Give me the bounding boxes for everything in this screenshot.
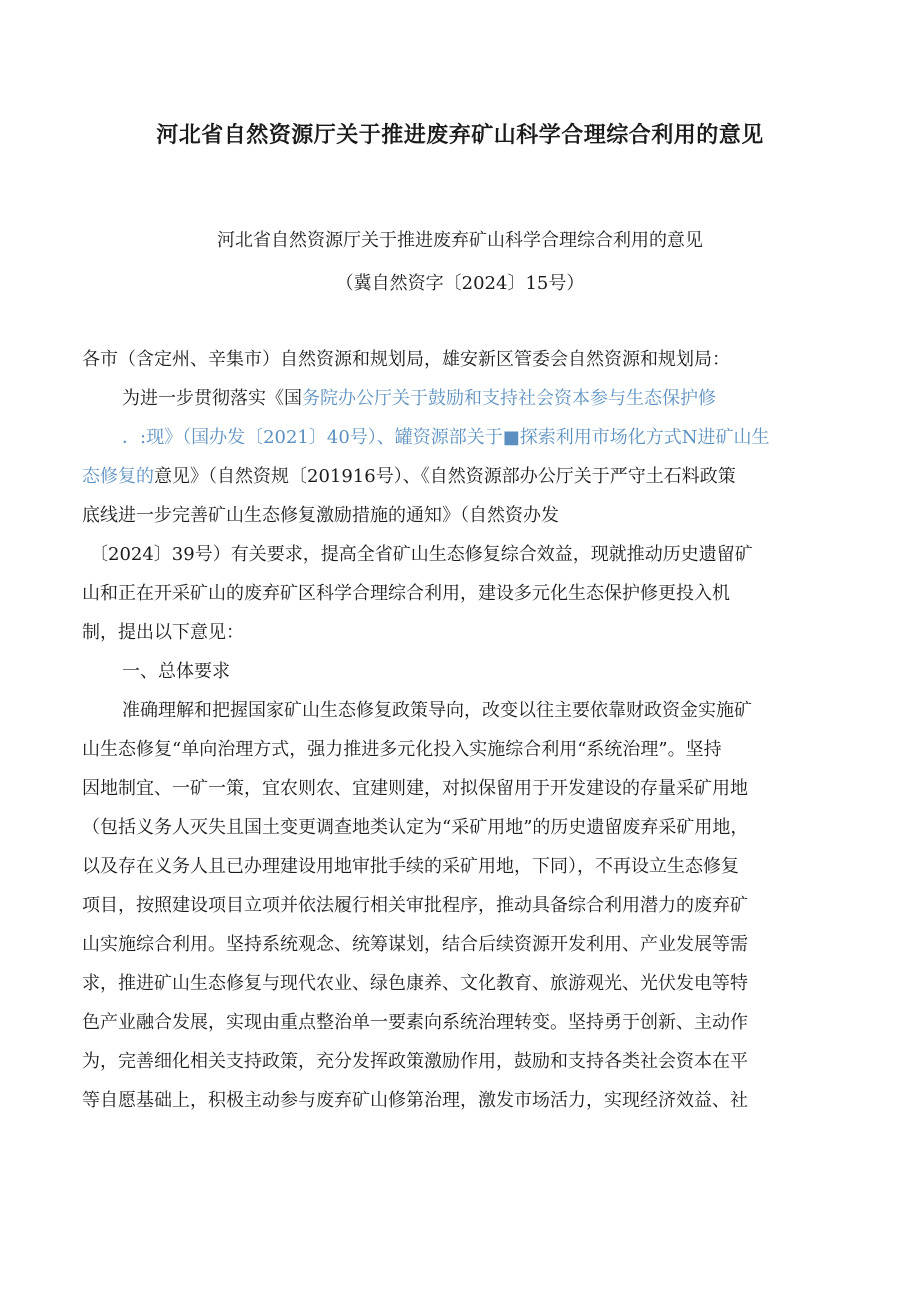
hyperlink-text[interactable]: 态修复的 bbox=[82, 466, 154, 487]
paragraph-line: 底线进一步完善矿山生态修复激励措施的通知》（自然资办发 bbox=[82, 505, 559, 526]
paragraph-line: 山生态修复“单向治理方式，强力推进多元化投入实施综合利用“系统治理”。坚持 bbox=[82, 739, 722, 760]
paragraph-line: 项目，按照建设项目立项并依法履行相关审批程序，推动具备综合利用潜力的废弃矿 bbox=[82, 895, 748, 916]
hyperlink-text[interactable]: ．:现》（国办发〔2021〕40号）、罐资源部关于■探索利用市场化方式N进矿山生 bbox=[122, 427, 770, 448]
section-heading: 一、总体要求 bbox=[122, 661, 230, 682]
paragraph-line: 以及存在义务人且已办理建设用地审批手续的采矿用地，下同），不再设立生态修复 bbox=[82, 856, 739, 877]
paragraph-line bbox=[82, 379, 842, 418]
paragraph-line: 求，推进矿山生态修复与现代农业、绿色康养、文化教育、旅游观光、光伏发电等特 bbox=[82, 973, 748, 994]
addressee-line: 各市（含定州、辛集市）自然资源和规划局，雄安新区管委会自然资源和规划局： bbox=[82, 349, 730, 370]
paragraph-line: 色产业融合发展，实现由重点整治单一要素向系统治理转变。坚持勇于创新、主动作 bbox=[82, 1012, 748, 1033]
document-body bbox=[82, 340, 842, 1120]
paragraph-line: 山和正在开采矿山的废弃矿区科学合理综合利用，建设多元化生态保护修更投入机 bbox=[82, 583, 730, 604]
paragraph-line: 等自愿基础上，积极主动参与废弃矿山修第治理，激发市场活力，实现经济效益、社 bbox=[82, 1090, 748, 1111]
document-number: （冀自然资字〔2024〕15号） bbox=[335, 273, 585, 294]
text-run: 意见》（自然资规〔201916号）、《自然资源部办公厅关于严守土石料政策 bbox=[154, 466, 736, 487]
paragraph-line: 因地制宜、一矿一策，宜农则农、宜建则建，对拟保留用于开发建设的存量采矿用地 bbox=[82, 778, 748, 799]
paragraph-line: 准确理解和把握国家矿山生态修复政策导向，改变以往主要依靠财政资金实施矿 bbox=[122, 700, 752, 721]
paragraph-line: 制，提出以下意见： bbox=[82, 622, 244, 643]
text-run: 为进一步贯彻落实《国 bbox=[122, 388, 302, 409]
paragraph-line bbox=[82, 457, 842, 496]
document-subtitle: 河北省自然资源厅关于推进废弃矿山科学合理综合利用的意见 bbox=[217, 230, 703, 251]
paragraph-line: （包括义务人灭失且国土变更调查地类认定为“采矿用地”的历史遗留废弃采矿用地， bbox=[82, 817, 749, 838]
document-title: 河北省自然资源厅关于推进废弃矿山科学合理综合利用的意见 bbox=[156, 123, 764, 148]
paragraph-line: 山实施综合利用。坚持系统观念、统筹谋划，结合后续资源开发利用、产业发展等需 bbox=[82, 934, 748, 955]
hyperlink-text[interactable]: 务院办公厅关于鼓励和支持社会资本参与生态保护修 bbox=[302, 388, 716, 409]
paragraph-line: 为，完善细化相关支持政策，充分发挥政策激励作用，鼓励和支持各类社会资本在平 bbox=[82, 1051, 748, 1072]
paragraph-line: 〔2024〕39号）有关要求，提高全省矿山生态修复综合效益，现就推动历史遗留矿 bbox=[90, 544, 753, 565]
